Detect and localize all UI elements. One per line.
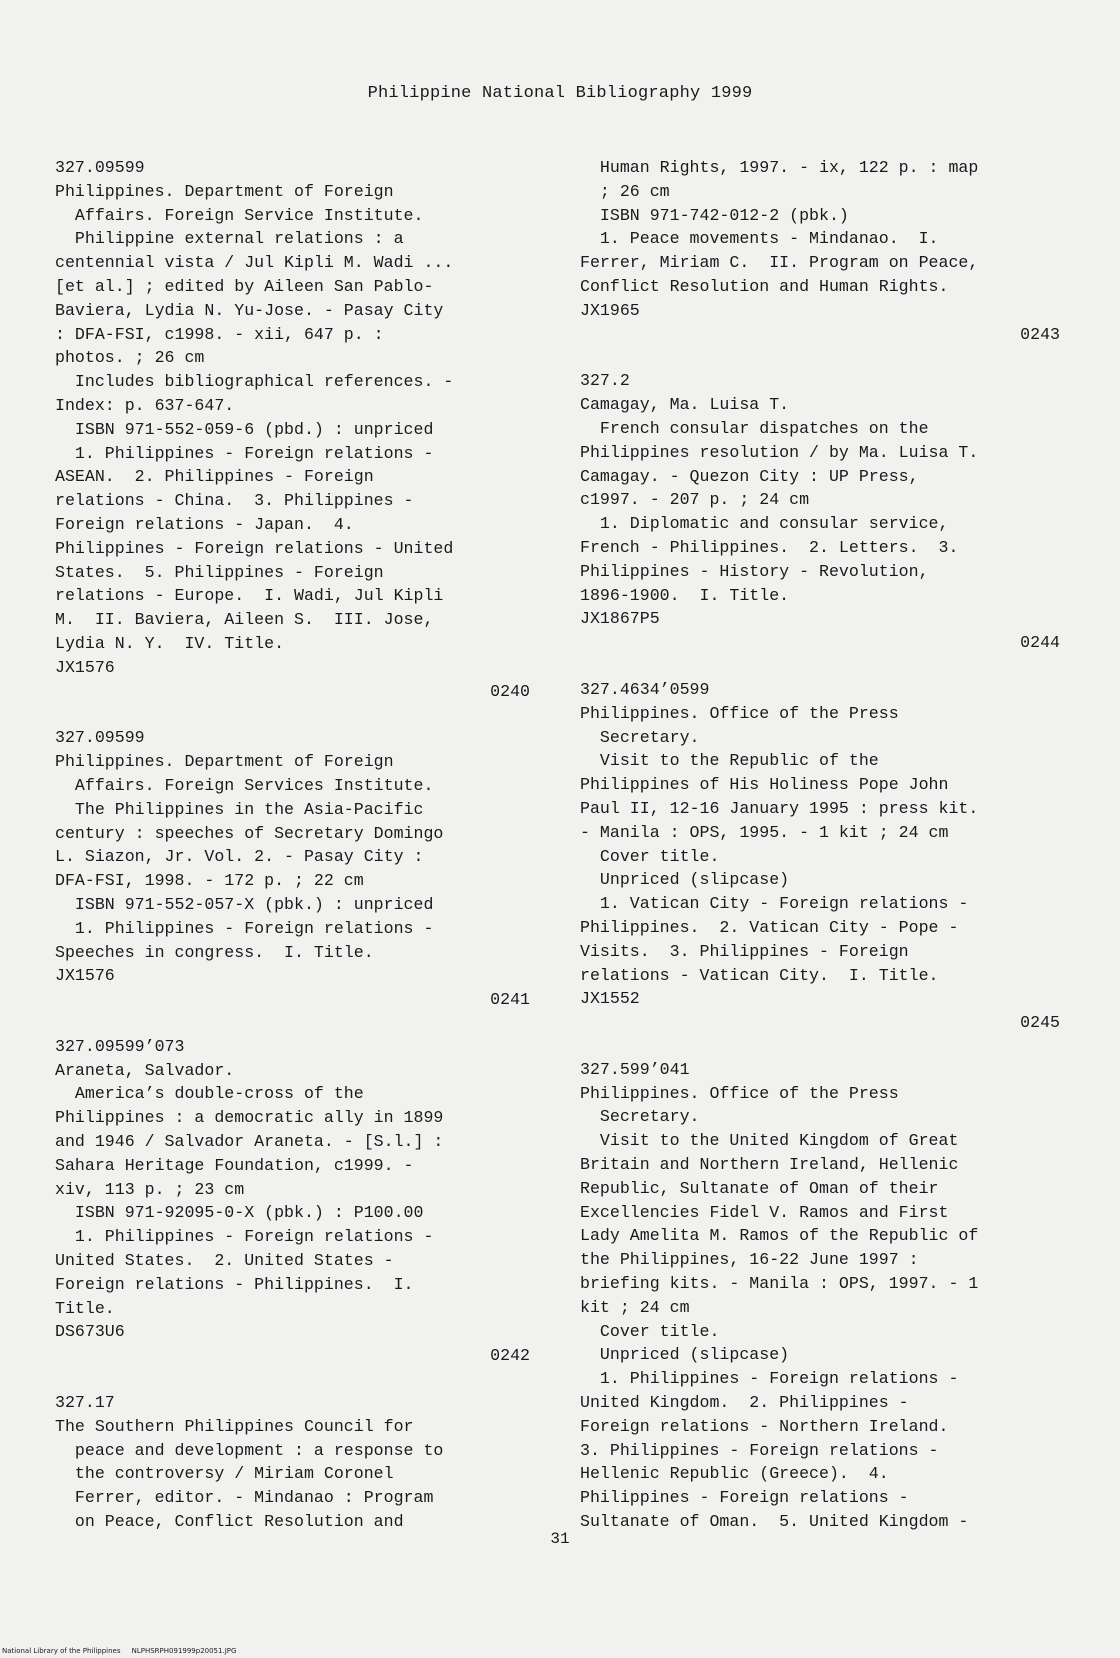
entry-line: French - Philippines. 2. Letters. 3. (580, 537, 959, 557)
entry-line: the controversy / Miriam Coronel (55, 1464, 394, 1484)
entry-line: Philippines. Department of Foreign (55, 752, 394, 772)
entry-line: Philippines. 2. Vatican City - Pope - (580, 917, 959, 937)
bibliographic-entry (580, 156, 1060, 346)
entry-line: Ferrer, editor. - Mindanao : Program (55, 1488, 434, 1508)
entry-number: 0242 (490, 1346, 530, 1366)
entry-line: M. II. Baviera, Aileen S. III. Jose, (55, 610, 434, 630)
entry-line: Human Rights, 1997. - ix, 122 p. : map (580, 158, 979, 177)
entry-line: Foreign relations - Philippines. I. (55, 1274, 414, 1294)
entry-line: Unpriced (slipcase) (580, 870, 790, 890)
entry-line: - Manila : OPS, 1995. - 1 kit ; 24 cm (580, 822, 949, 842)
entry-line: Conflict Resolution and Human Rights. (580, 276, 949, 296)
entry-line: Camagay. - Quezon City : UP Press, (580, 466, 919, 486)
entry-line: 1. Philippines - Foreign relations - (55, 918, 434, 938)
entry-line: ISBN 971-742-012-2 (pbk.) (580, 205, 849, 225)
entry-line: Sahara Heritage Foundation, c1999. - (55, 1155, 414, 1175)
entry-line: Excellencies Fidel V. Ramos and First (580, 1202, 949, 1222)
entry-line: 1. Philippines - Foreign relations - (55, 443, 434, 463)
entry-line: xiv, 113 p. ; 23 cm (55, 1179, 245, 1199)
entry-line: 327.09599’073 (55, 1036, 185, 1056)
entry-line: JX1576 (55, 966, 115, 986)
entry-line: Visit to the United Kingdom of Great (580, 1131, 959, 1151)
entry-line: centennial vista / Jul Kipli M. Wadi ... (55, 253, 454, 273)
entry-line: Sultanate of Oman. 5. United Kingdom - (580, 1512, 969, 1532)
entry-line: L. Siazon, Jr. Vol. 2. - Pasay City : (55, 847, 424, 867)
entry-line: relations - Europe. I. Wadi, Jul Kipli (55, 586, 444, 606)
entry-line: DS673U6 (55, 1322, 125, 1342)
entry-line: Secretary. (580, 727, 700, 747)
entry-line: relations - Vatican City. I. Title. (580, 965, 939, 985)
entry-line: The Philippines in the Asia-Pacific (55, 799, 424, 819)
entry-line: 327.09599 (55, 158, 145, 177)
entry-line: Britain and Northern Ireland, Hellenic (580, 1155, 959, 1175)
entry-line: Foreign relations - Japan. 4. (55, 514, 354, 534)
bibliographic-entry (580, 369, 1060, 655)
entry-line: 327.09599 (55, 728, 145, 748)
entry-line: United States. 2. United States - (55, 1251, 394, 1271)
entry-line: Philippines - Foreign relations - (580, 1488, 909, 1508)
entry-line: ISBN 971-552-059-6 (pbd.) : unpriced (55, 419, 434, 439)
entry-line: 1896-1900. I. Title. (580, 585, 790, 605)
entry-line: ; 26 cm (580, 181, 670, 201)
entry-line: Philippines. Office of the Press (580, 703, 899, 723)
entry-line: century : speeches of Secretary Domingo (55, 823, 444, 843)
entry-line: on Peace, Conflict Resolution and (55, 1512, 404, 1532)
left-column (55, 156, 530, 1557)
entry-number: 0243 (1020, 324, 1060, 344)
entry-line: Philippines of His Holiness Pope John (580, 775, 949, 795)
entry-line: Philippine external relations : a (55, 229, 404, 249)
entry-line: Paul II, 12-16 January 1995 : press kit. (580, 798, 979, 818)
entry-line: Affairs. Foreign Services Institute. (55, 775, 434, 795)
entry-line: Philippines resolution / by Ma. Luisa T. (580, 442, 979, 462)
entry-line: Lady Amelita M. Ramos of the Republic of (580, 1226, 979, 1246)
entry-line: JX1576 (55, 657, 115, 677)
entry-line: Lydia N. Y. IV. Title. (55, 633, 285, 653)
entry-line: and 1946 / Salvador Araneta. - [S.l.] : (55, 1132, 444, 1152)
entry-line: Speeches in congress. I. Title. (55, 942, 374, 962)
entry-line: Araneta, Salvador. (55, 1060, 235, 1080)
entry-line: States. 5. Philippines - Foreign (55, 562, 384, 582)
entry-line: Cover title. (580, 1321, 720, 1341)
right-column (580, 156, 1060, 1557)
entry-line: ASEAN. 2. Philippines - Foreign (55, 467, 374, 487)
bibliographic-entry (55, 1391, 530, 1534)
entry-line: the Philippines, 16-22 June 1997 : (580, 1250, 919, 1270)
entry-line: relations - China. 3. Philippines - (55, 491, 414, 511)
entry-line: 1. Vatican City - Foreign relations - (580, 894, 969, 914)
entry-line: United Kingdom. 2. Philippines - (580, 1393, 909, 1413)
entry-line: The Southern Philippines Council for (55, 1416, 414, 1436)
entry-line: 1. Philippines - Foreign relations - (55, 1227, 434, 1247)
entry-line: Baviera, Lydia N. Yu-Jose. - Pasay City (55, 300, 444, 320)
entry-line: 1. Peace movements - Mindanao. I. (580, 229, 939, 249)
bibliographic-entry (580, 678, 1060, 1035)
page-number: 31 (550, 1530, 570, 1548)
entry-line: Visit to the Republic of the (580, 751, 879, 771)
entry-line: photos. ; 26 cm (55, 348, 205, 368)
scan-footer: National Library of the Philippines NLPHSRPH091999p20051.JPG (2, 1647, 237, 1655)
entry-line: Affairs. Foreign Service Institute. (55, 205, 424, 225)
entry-number: 0244 (1020, 633, 1060, 653)
entry-line: French consular dispatches on the (580, 418, 929, 438)
bibliographic-entry (55, 1035, 530, 1368)
entry-line: Philippines. Department of Foreign (55, 181, 394, 201)
entry-number: 0241 (490, 990, 530, 1010)
entry-number: 0240 (490, 681, 530, 701)
entry-line: Ferrer, Miriam C. II. Program on Peace, (580, 253, 979, 273)
entry-line: 3. Philippines - Foreign relations - (580, 1440, 939, 1460)
entry-line: Philippines - History - Revolution, (580, 561, 929, 581)
entry-line: 1. Philippines - Foreign relations - (580, 1369, 959, 1389)
entry-line: 327.17 (55, 1393, 115, 1413)
entry-line: JX1965 (580, 300, 640, 320)
entry-line: Philippines. Office of the Press (580, 1083, 899, 1103)
entry-line: peace and development : a response to (55, 1440, 444, 1460)
entry-line: kit ; 24 cm (580, 1297, 690, 1317)
entry-line: America’s double-cross of the (55, 1084, 364, 1104)
entry-line: 327.4634’0599 (580, 679, 710, 699)
entry-line: Title. (55, 1298, 115, 1318)
entry-line: Philippines : a democratic ally in 1899 (55, 1108, 444, 1128)
page-title: Philippine National Bibliography 1999 (367, 84, 753, 103)
entry-line: Camagay, Ma. Luisa T. (580, 395, 790, 415)
entry-line: Visits. 3. Philippines - Foreign (580, 941, 909, 961)
bibliographic-entry (55, 726, 530, 1012)
entry-line: JX1867P5 (580, 609, 660, 629)
entry-line: 1. Diplomatic and consular service, (580, 514, 949, 534)
entry-line: 327.2 (580, 371, 630, 391)
entry-line: c1997. - 207 p. ; 24 cm (580, 490, 810, 510)
entry-line: Secretary. (580, 1107, 700, 1127)
entry-line: Unpriced (slipcase) (580, 1345, 790, 1365)
entry-line: 327.599’041 (580, 1059, 690, 1079)
entry-line: JX1552 (580, 989, 640, 1009)
bibliographic-entry (55, 156, 530, 703)
entry-line: [et al.] ; edited by Aileen San Pablo- (55, 276, 434, 296)
entry-line: Includes bibliographical references. - (55, 372, 454, 392)
entry-line: Index: p. 637-647. (55, 395, 235, 415)
entry-line: ISBN 971-92095-0-X (pbk.) : P100.00 (55, 1203, 424, 1223)
entry-line: briefing kits. - Manila : OPS, 1997. - 1 (580, 1274, 979, 1294)
entry-line: : DFA-FSI, c1998. - xii, 647 p. : (55, 324, 384, 344)
entry-line: Hellenic Republic (Greece). 4. (580, 1464, 889, 1484)
entry-number: 0245 (1020, 1013, 1060, 1033)
entry-line: DFA-FSI, 1998. - 172 p. ; 22 cm (55, 871, 364, 891)
entry-line: Philippines - Foreign relations - United (55, 538, 454, 558)
entry-line: Foreign relations - Northern Ireland. (580, 1416, 949, 1436)
entry-line: Republic, Sultanate of Oman of their (580, 1178, 939, 1198)
entry-line: ISBN 971-552-057-X (pbk.) : unpriced (55, 894, 434, 914)
entry-line: Cover title. (580, 846, 720, 866)
bibliographic-entry (580, 1058, 1060, 1534)
